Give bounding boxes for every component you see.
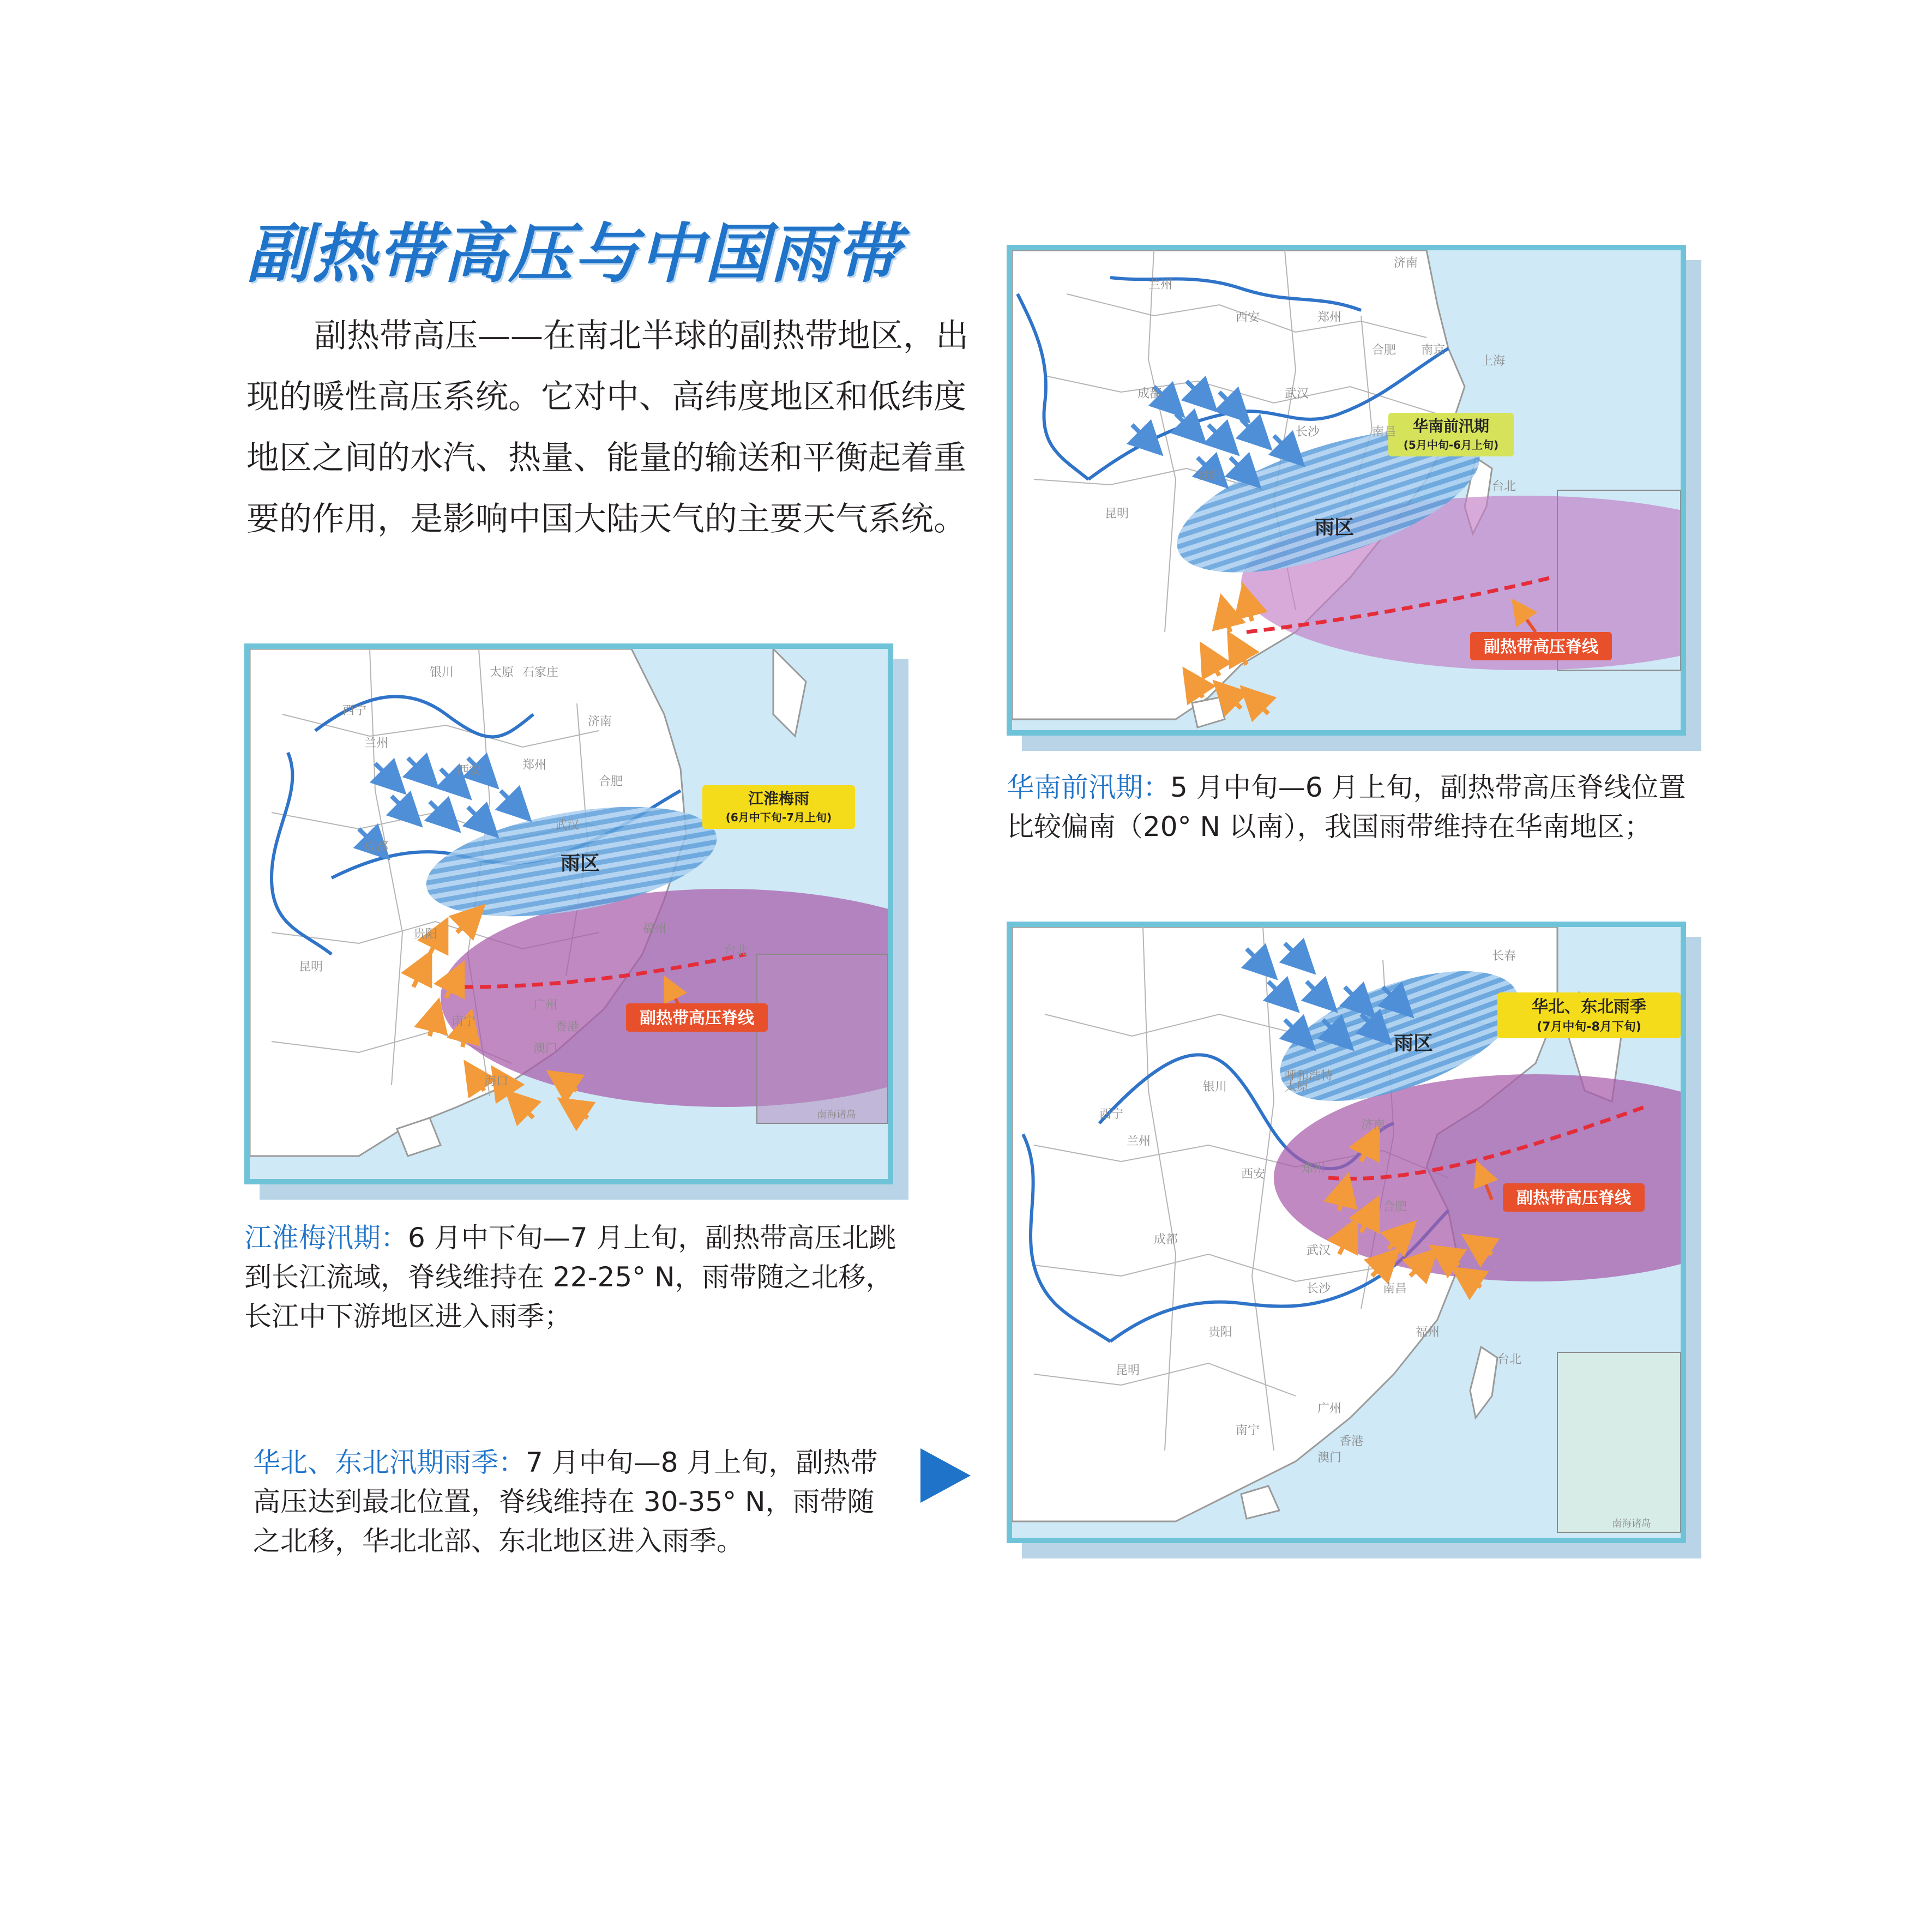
caption-north xyxy=(253,1443,896,1561)
city-label: 长沙 xyxy=(1307,1282,1331,1296)
city-label: 台北 xyxy=(1492,480,1516,493)
ridge-label: 副热带高压脊线 xyxy=(1516,1189,1631,1208)
city-label: 香港 xyxy=(555,1020,580,1034)
city-label: 台北 xyxy=(1497,1353,1522,1367)
city-label: 呼和浩特 xyxy=(1285,1069,1333,1083)
city-label: 合肥 xyxy=(1383,1200,1407,1214)
city-label: 上海 xyxy=(1481,354,1506,368)
city-label: 贵阳 xyxy=(1208,1326,1233,1339)
city-label: 西安 xyxy=(1241,1167,1266,1181)
city-label: 贵阳 xyxy=(1197,469,1222,483)
city-label: 合肥 xyxy=(1372,344,1397,357)
city-label: 长沙 xyxy=(1296,425,1320,439)
rain-area-label: 雨区 xyxy=(1315,516,1355,539)
city-label: 武汉 xyxy=(1285,387,1309,401)
city-label: 西安 xyxy=(457,764,482,778)
city-label: 南京 xyxy=(1421,344,1446,357)
city-label: 兰州 xyxy=(364,737,389,750)
triangle-right-icon xyxy=(920,1448,971,1503)
callout-title: 江淮梅雨 xyxy=(748,790,810,808)
city-label: 昆明 xyxy=(1105,507,1129,521)
caption-lead: 华北、东北汛期雨季： xyxy=(253,1447,526,1478)
city-label: 福州 xyxy=(1416,1326,1440,1339)
city-label: 贵阳 xyxy=(413,928,438,941)
callout-title: 华南前汛期 xyxy=(1412,417,1490,435)
city-label: 长春 xyxy=(1492,949,1516,963)
city-label: 南宁 xyxy=(452,1015,476,1028)
ridge-label: 副热带高压脊线 xyxy=(640,1009,754,1028)
city-label: 西宁 xyxy=(342,704,367,718)
intro-paragraph: 副热带高压——在南北半球的副热带地区，出现的暖性高压系统。它对中、高纬度地区和低纬度地区之间的水汽、热量、能量的输送和平衡起着重要的作用，是影响中国大陆天气的主要天气系统。 xyxy=(246,317,968,538)
map-south-svg xyxy=(1012,250,1681,730)
caption-south xyxy=(1007,768,1694,846)
map-north-svg xyxy=(1012,927,1681,1538)
callout-subtitle: (7月中旬-8月下旬) xyxy=(1537,1020,1641,1034)
city-label: 广州 xyxy=(1317,1402,1342,1416)
callout-subtitle: (5月中旬-6月上旬) xyxy=(1403,438,1499,452)
caption-lead: 华南前汛期： xyxy=(1007,772,1170,803)
city-label: 海口 xyxy=(484,1075,509,1088)
rain-area-label: 雨区 xyxy=(1394,1032,1434,1055)
city-label: 台北 xyxy=(724,944,749,958)
city-label: 郑州 xyxy=(522,759,547,772)
inset-label: 南海诸岛 xyxy=(817,1109,856,1121)
city-label: 澳门 xyxy=(1317,1451,1342,1465)
city-label: 澳门 xyxy=(533,1042,558,1056)
city-label: 武汉 xyxy=(555,818,580,832)
city-label: 南昌 xyxy=(1372,425,1397,439)
city-label: 昆明 xyxy=(1116,1364,1140,1377)
city-label: 成都 xyxy=(1154,1233,1178,1247)
city-label: 银川 xyxy=(430,666,454,679)
map-south-china-pre-flood xyxy=(1007,245,1686,736)
city-label: 合肥 xyxy=(599,775,623,789)
caption-text: 5 月中旬—6 月上旬，副热带高压脊线位置比较偏南（20° N 以南），我国雨带维持在华南地区； xyxy=(1007,772,1686,842)
city-label: 济南 xyxy=(1394,256,1418,270)
city-label: 石家庄 xyxy=(522,666,559,679)
map-jianghuai-svg xyxy=(250,649,888,1179)
map-north-china-rainy-season xyxy=(1007,922,1686,1543)
callout-title: 华北、东北雨季 xyxy=(1532,997,1646,1016)
caption-jianghuai xyxy=(244,1218,899,1336)
city-label: 太原 xyxy=(1285,1080,1309,1094)
city-label: 兰州 xyxy=(1148,278,1173,292)
city-label: 香港 xyxy=(1339,1435,1364,1448)
city-label: 郑州 xyxy=(1317,311,1342,324)
city-label: 南宁 xyxy=(1236,1424,1260,1437)
city-label: 西宁 xyxy=(1099,1108,1124,1121)
rain-area-label: 雨区 xyxy=(561,852,600,875)
city-label: 福州 xyxy=(642,922,667,936)
city-label: 成都 xyxy=(1137,387,1162,401)
caption-lead: 江淮梅汛期： xyxy=(244,1222,408,1254)
ridge-label: 副热带高压脊线 xyxy=(1484,637,1598,657)
city-label: 南昌 xyxy=(1383,1282,1407,1296)
city-label: 郑州 xyxy=(1301,1162,1326,1176)
city-label: 广州 xyxy=(533,998,558,1012)
page-title: 副热带高压与中国雨带 xyxy=(246,216,901,291)
city-label: 兰州 xyxy=(1127,1135,1151,1148)
caption-text: 6 月中下旬—7 月上旬，副热带高压北跳到长江流域，脊线维持在 22-25° N，雨带随之北移，长江中下游地区进入雨季； xyxy=(244,1222,896,1332)
inset-label: 南海诸岛 xyxy=(1612,1518,1651,1530)
callout-subtitle: (6月中下旬-7月上旬) xyxy=(725,811,832,824)
caption-text: 7 月中旬—8 月上旬，副热带高压达到最北位置，脊线维持在 30-35° N，雨带随之北移，华北北部、东北地区进入雨季。 xyxy=(253,1447,878,1557)
city-label: 济南 xyxy=(588,715,612,729)
city-label: 成都 xyxy=(364,840,389,854)
city-label: 武汉 xyxy=(1307,1244,1331,1257)
city-label: 昆明 xyxy=(299,960,323,974)
city-label: 太原 xyxy=(490,666,514,679)
city-label: 济南 xyxy=(1361,1118,1386,1132)
city-label: 银川 xyxy=(1203,1080,1227,1094)
city-label: 西安 xyxy=(1236,311,1260,324)
map-jianghuai-meiyu xyxy=(244,643,893,1184)
